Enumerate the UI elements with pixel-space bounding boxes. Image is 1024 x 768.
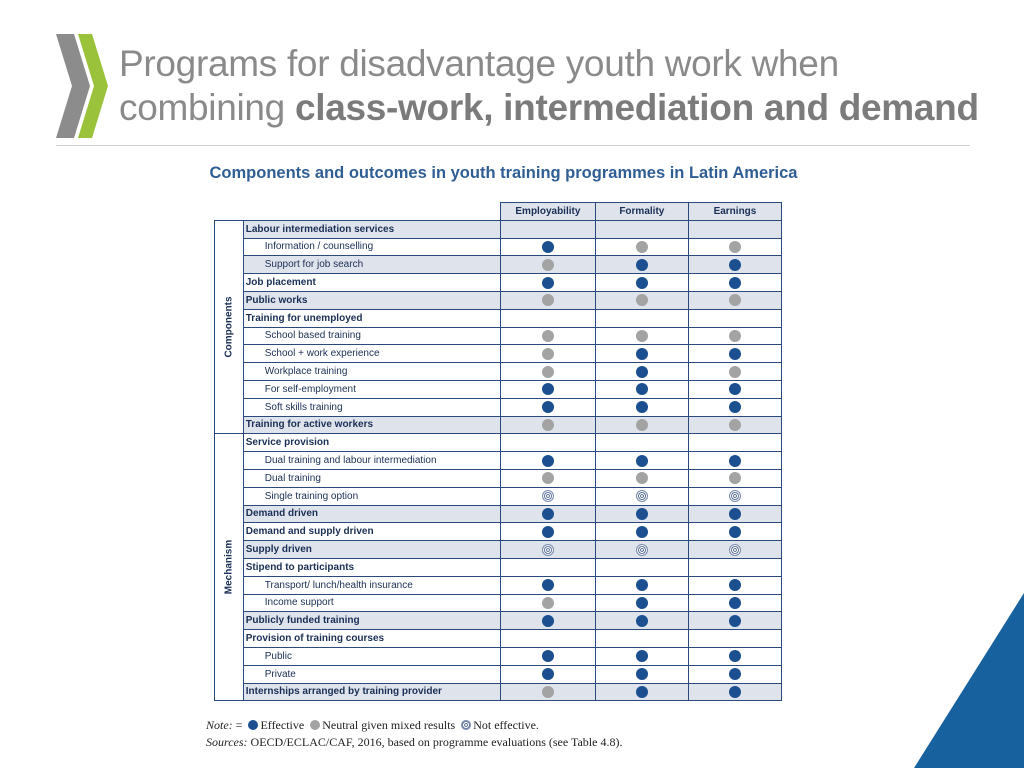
effective-dot-icon — [542, 650, 554, 662]
table-row — [215, 238, 782, 256]
outcome-cell — [688, 665, 781, 683]
outcome-cell — [501, 505, 596, 523]
effective-dot-icon — [542, 277, 554, 289]
outcome-cell — [501, 434, 596, 452]
neutral-dot-icon — [636, 472, 648, 484]
effective-dot-icon — [636, 579, 648, 591]
neutral-dot-icon — [542, 348, 554, 360]
outcome-cell — [501, 238, 596, 256]
legend-neutral-label: Neutral given mixed results — [322, 718, 456, 732]
effective-dot-icon — [729, 455, 741, 467]
neutral-dot-icon — [729, 366, 741, 378]
outcome-cell — [501, 309, 596, 327]
effective-dot-icon — [729, 615, 741, 627]
legend-not-effective-label: Not effective. — [473, 718, 539, 732]
effective-dot-icon — [636, 615, 648, 627]
neutral-dot-icon — [729, 241, 741, 253]
effective-dot-icon — [636, 259, 648, 271]
outcome-cell — [595, 380, 688, 398]
sources-text: OECD/ECLAC/CAF, 2016, based on programme evaluations (see Table 4.8). — [247, 735, 623, 749]
table-row — [215, 594, 782, 612]
row-label: Soft skills training — [243, 398, 500, 416]
row-label: Support for job search — [243, 256, 500, 274]
effective-dot-icon — [636, 366, 648, 378]
effective-dot-icon — [636, 277, 648, 289]
sources-label: Sources: — [206, 735, 248, 749]
note-label: Note: — [206, 718, 233, 732]
outcome-cell — [595, 541, 688, 559]
effective-dot-icon — [729, 508, 741, 520]
outcome-cell — [688, 291, 781, 309]
neutral-dot-icon — [636, 330, 648, 342]
outcome-cell — [501, 630, 596, 648]
table-row — [215, 558, 782, 576]
table-row — [215, 380, 782, 398]
outcome-cell — [501, 541, 596, 559]
row-label: Demand driven — [243, 505, 500, 523]
outcome-cell — [688, 309, 781, 327]
neutral-dot-icon — [542, 330, 554, 342]
column-header-employability: Employability — [501, 203, 596, 221]
effective-dot-icon — [729, 686, 741, 698]
outcome-cell — [688, 363, 781, 381]
not-effective-dot-icon — [729, 490, 741, 502]
outcome-cell — [595, 220, 688, 238]
outcome-cell — [595, 647, 688, 665]
outcome-cell — [688, 558, 781, 576]
effective-dot-icon — [636, 455, 648, 467]
row-label: Job placement — [243, 274, 500, 292]
neutral-dot-icon — [542, 597, 554, 609]
table-row — [215, 487, 782, 505]
legend-not-effective-icon — [461, 720, 471, 730]
outcome-cell — [501, 363, 596, 381]
title-line-2-prefix: combining — [119, 87, 285, 128]
neutral-dot-icon — [542, 419, 554, 431]
outcome-cell — [688, 612, 781, 630]
effective-dot-icon — [636, 526, 648, 538]
legend-line — [206, 717, 622, 734]
outcome-cell — [595, 487, 688, 505]
outcome-cell — [688, 256, 781, 274]
outcome-cell — [688, 630, 781, 648]
outcome-cell — [595, 612, 688, 630]
effective-dot-icon — [636, 597, 648, 609]
outcome-cell — [595, 363, 688, 381]
not-effective-dot-icon — [636, 544, 648, 556]
not-effective-dot-icon — [636, 490, 648, 502]
outcome-cell — [688, 594, 781, 612]
table-row — [215, 541, 782, 559]
row-label: School based training — [243, 327, 500, 345]
row-label: Demand and supply driven — [243, 523, 500, 541]
neutral-dot-icon — [636, 294, 648, 306]
column-header-formality: Formality — [595, 203, 688, 221]
outcomes-table — [214, 202, 782, 701]
outcome-cell — [501, 469, 596, 487]
neutral-dot-icon — [729, 294, 741, 306]
oecd-chevron-logo — [54, 32, 110, 140]
row-label: Stipend to participants — [243, 558, 500, 576]
outcome-cell — [501, 665, 596, 683]
row-label: Internships arranged by training provider — [243, 683, 500, 701]
effective-dot-icon — [636, 686, 648, 698]
outcome-cell — [595, 398, 688, 416]
outcome-cell — [595, 416, 688, 434]
outcome-cell — [595, 558, 688, 576]
outcome-cell — [688, 220, 781, 238]
outcome-cell — [595, 345, 688, 363]
outcome-cell — [501, 487, 596, 505]
table-row — [215, 665, 782, 683]
neutral-dot-icon — [542, 472, 554, 484]
outcome-cell — [688, 505, 781, 523]
table-row — [215, 274, 782, 292]
table-row — [215, 327, 782, 345]
table-caption: Components and outcomes in youth training programmes in Latin America — [209, 164, 798, 182]
outcome-cell — [595, 327, 688, 345]
neutral-dot-icon — [542, 366, 554, 378]
table-row — [215, 630, 782, 648]
row-label: Public — [243, 647, 500, 665]
table-row — [215, 505, 782, 523]
outcome-cell — [501, 683, 596, 701]
effective-dot-icon — [542, 508, 554, 520]
effective-dot-icon — [636, 668, 648, 680]
header-blank-cell — [215, 203, 501, 221]
outcome-cell — [501, 416, 596, 434]
effective-dot-icon — [729, 383, 741, 395]
table-row — [215, 398, 782, 416]
outcome-cell — [501, 291, 596, 309]
neutral-dot-icon — [729, 419, 741, 431]
outcome-cell — [501, 345, 596, 363]
legend-effective-label: Effective — [260, 718, 305, 732]
table-row — [215, 345, 782, 363]
not-effective-dot-icon — [542, 490, 554, 502]
table-row — [215, 434, 782, 452]
row-label: Information / counselling — [243, 238, 500, 256]
outcome-cell — [688, 380, 781, 398]
outcome-cell — [595, 505, 688, 523]
outcome-cell — [595, 238, 688, 256]
outcome-cell — [501, 558, 596, 576]
row-group-label — [215, 220, 244, 434]
row-label: Labour intermediation services — [243, 220, 500, 238]
outcome-cell — [501, 523, 596, 541]
table-note — [206, 717, 622, 751]
outcome-cell — [688, 274, 781, 292]
table-row — [215, 683, 782, 701]
outcome-cell — [688, 434, 781, 452]
effective-dot-icon — [729, 401, 741, 413]
title-divider — [56, 145, 970, 146]
outcome-cell — [688, 469, 781, 487]
row-label: Single training option — [243, 487, 500, 505]
outcome-cell — [501, 274, 596, 292]
row-label: School + work experience — [243, 345, 500, 363]
effective-dot-icon — [729, 668, 741, 680]
note-equals: = — [232, 718, 246, 732]
outcome-cell — [688, 576, 781, 594]
outcome-cell — [688, 398, 781, 416]
outcome-cell — [595, 256, 688, 274]
effective-dot-icon — [542, 579, 554, 591]
outcome-cell — [501, 220, 596, 238]
outcome-cell — [688, 541, 781, 559]
outcome-cell — [688, 327, 781, 345]
row-label: Provision of training courses — [243, 630, 500, 648]
legend-neutral-icon — [310, 720, 320, 730]
table-row — [215, 612, 782, 630]
title-line-1: Programs for disadvantage youth work when — [119, 43, 839, 84]
effective-dot-icon — [542, 455, 554, 467]
outcome-cell — [595, 683, 688, 701]
table-row — [215, 363, 782, 381]
effective-dot-icon — [542, 526, 554, 538]
table-row — [215, 469, 782, 487]
outcome-cell — [688, 523, 781, 541]
row-label: Public works — [243, 291, 500, 309]
column-header-earnings: Earnings — [688, 203, 781, 221]
table-row — [215, 647, 782, 665]
outcome-cell — [501, 256, 596, 274]
effective-dot-icon — [636, 383, 648, 395]
effective-dot-icon — [542, 401, 554, 413]
neutral-dot-icon — [542, 259, 554, 271]
table-row — [215, 452, 782, 470]
outcome-cell — [501, 647, 596, 665]
row-label: Workplace training — [243, 363, 500, 381]
table-row — [215, 309, 782, 327]
slide-title — [119, 42, 1019, 130]
outcome-cell — [688, 345, 781, 363]
row-label: Training for active workers — [243, 416, 500, 434]
outcome-cell — [595, 291, 688, 309]
table-row — [215, 416, 782, 434]
row-label: Transport/ lunch/health insurance — [243, 576, 500, 594]
outcome-cell — [501, 327, 596, 345]
row-group-label-text: Components — [223, 296, 235, 358]
neutral-dot-icon — [636, 241, 648, 253]
not-effective-dot-icon — [542, 544, 554, 556]
outcome-cell — [595, 576, 688, 594]
effective-dot-icon — [636, 508, 648, 520]
outcome-cell — [688, 683, 781, 701]
table-row — [215, 220, 782, 238]
outcome-cell — [595, 665, 688, 683]
sources-line — [206, 734, 622, 751]
outcome-cell — [688, 487, 781, 505]
neutral-dot-icon — [542, 294, 554, 306]
outcome-cell — [595, 630, 688, 648]
effective-dot-icon — [729, 348, 741, 360]
effective-dot-icon — [636, 401, 648, 413]
outcome-cell — [595, 452, 688, 470]
table-body — [215, 220, 782, 701]
title-line-2 — [119, 86, 1019, 130]
effective-dot-icon — [542, 383, 554, 395]
row-group-label — [215, 434, 244, 701]
effective-dot-icon — [542, 668, 554, 680]
outcome-cell — [595, 594, 688, 612]
row-label: For self-employment — [243, 380, 500, 398]
row-label: Private — [243, 665, 500, 683]
outcome-cell — [501, 452, 596, 470]
effective-dot-icon — [729, 650, 741, 662]
outcome-cell — [595, 523, 688, 541]
outcomes-table-container — [214, 202, 782, 701]
outcome-cell — [688, 416, 781, 434]
row-label: Publicly funded training — [243, 612, 500, 630]
outcome-cell — [501, 576, 596, 594]
outcome-cell — [501, 594, 596, 612]
table-row — [215, 523, 782, 541]
row-label: Supply driven — [243, 541, 500, 559]
effective-dot-icon — [729, 579, 741, 591]
table-row — [215, 291, 782, 309]
neutral-dot-icon — [729, 472, 741, 484]
effective-dot-icon — [542, 615, 554, 627]
effective-dot-icon — [729, 526, 741, 538]
effective-dot-icon — [636, 650, 648, 662]
row-label: Training for unemployed — [243, 309, 500, 327]
outcome-cell — [595, 274, 688, 292]
effective-dot-icon — [729, 277, 741, 289]
outcome-cell — [688, 238, 781, 256]
table-header-row — [215, 203, 782, 221]
neutral-dot-icon — [636, 419, 648, 431]
effective-dot-icon — [636, 348, 648, 360]
table-row — [215, 576, 782, 594]
outcome-cell — [501, 398, 596, 416]
row-label: Dual training — [243, 469, 500, 487]
outcome-cell — [595, 434, 688, 452]
effective-dot-icon — [729, 259, 741, 271]
outcome-cell — [501, 612, 596, 630]
outcome-cell — [595, 309, 688, 327]
corner-decoration — [914, 593, 1024, 768]
table-row — [215, 256, 782, 274]
corner-blue-triangle — [914, 593, 1024, 768]
legend-effective-icon — [248, 720, 258, 730]
row-label: Dual training and labour intermediation — [243, 452, 500, 470]
outcome-cell — [688, 647, 781, 665]
not-effective-dot-icon — [729, 544, 741, 556]
outcome-cell — [595, 469, 688, 487]
effective-dot-icon — [542, 241, 554, 253]
title-line-2-bold: class-work, intermediation and demand — [294, 87, 979, 128]
outcome-cell — [688, 452, 781, 470]
row-label: Income support — [243, 594, 500, 612]
row-group-label-text: Mechanism — [223, 540, 235, 595]
neutral-dot-icon — [542, 686, 554, 698]
row-label: Service provision — [243, 434, 500, 452]
outcome-cell — [501, 380, 596, 398]
effective-dot-icon — [729, 597, 741, 609]
neutral-dot-icon — [729, 330, 741, 342]
